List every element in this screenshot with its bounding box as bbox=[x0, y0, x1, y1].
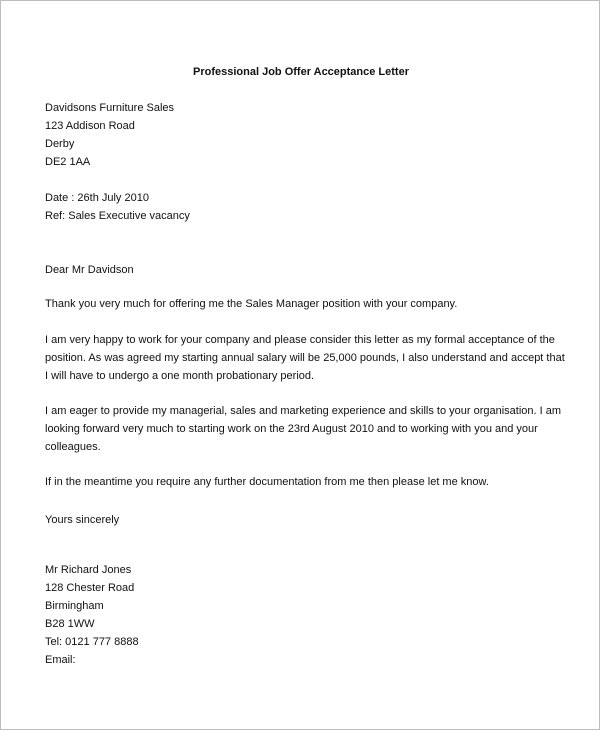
letter-title: Professional Job Offer Acceptance Letter bbox=[193, 66, 409, 78]
sender-name: Mr Richard Jones bbox=[45, 564, 132, 576]
recipient-postcode: DE2 1AA bbox=[45, 156, 91, 168]
salutation: Dear Mr Davidson bbox=[45, 264, 134, 276]
paragraph-experience: I am eager to provide my managerial, sales and marketing experience and skills to your organisation. I am looking forward very much to starting work on the 23rd August 2010 and to working with you and your colleagues. bbox=[45, 405, 562, 453]
recipient-name: Davidsons Furniture Sales bbox=[45, 102, 175, 114]
sender-city: Birmingham bbox=[45, 600, 104, 612]
paragraph-thanks: Thank you very much for offering me the Sales Manager position with your company. bbox=[45, 298, 458, 310]
sender-street: 128 Chester Road bbox=[45, 582, 135, 594]
paragraph-acceptance: I am very happy to work for your company and please consider this letter as my formal acceptance of the position. As was agreed my starting annual salary will be 25,000 pounds, I also understand and accept that I will have to undergo a one month probationary period. bbox=[45, 334, 565, 382]
sender-email: Email: bbox=[45, 654, 76, 666]
recipient-city: Derby bbox=[45, 138, 75, 150]
letter-date: Date : 26th July 2010 bbox=[45, 192, 149, 204]
closing: Yours sincerely bbox=[45, 514, 120, 526]
letter-reference: Ref: Sales Executive vacancy bbox=[45, 210, 190, 222]
recipient-street: 123 Addison Road bbox=[45, 120, 135, 132]
sender-postcode: B28 1WW bbox=[45, 618, 95, 630]
sender-telephone: Tel: 0121 777 8888 bbox=[45, 636, 139, 648]
paragraph-documentation: If in the meantime you require any further documentation from me then please let me know. bbox=[45, 476, 489, 488]
